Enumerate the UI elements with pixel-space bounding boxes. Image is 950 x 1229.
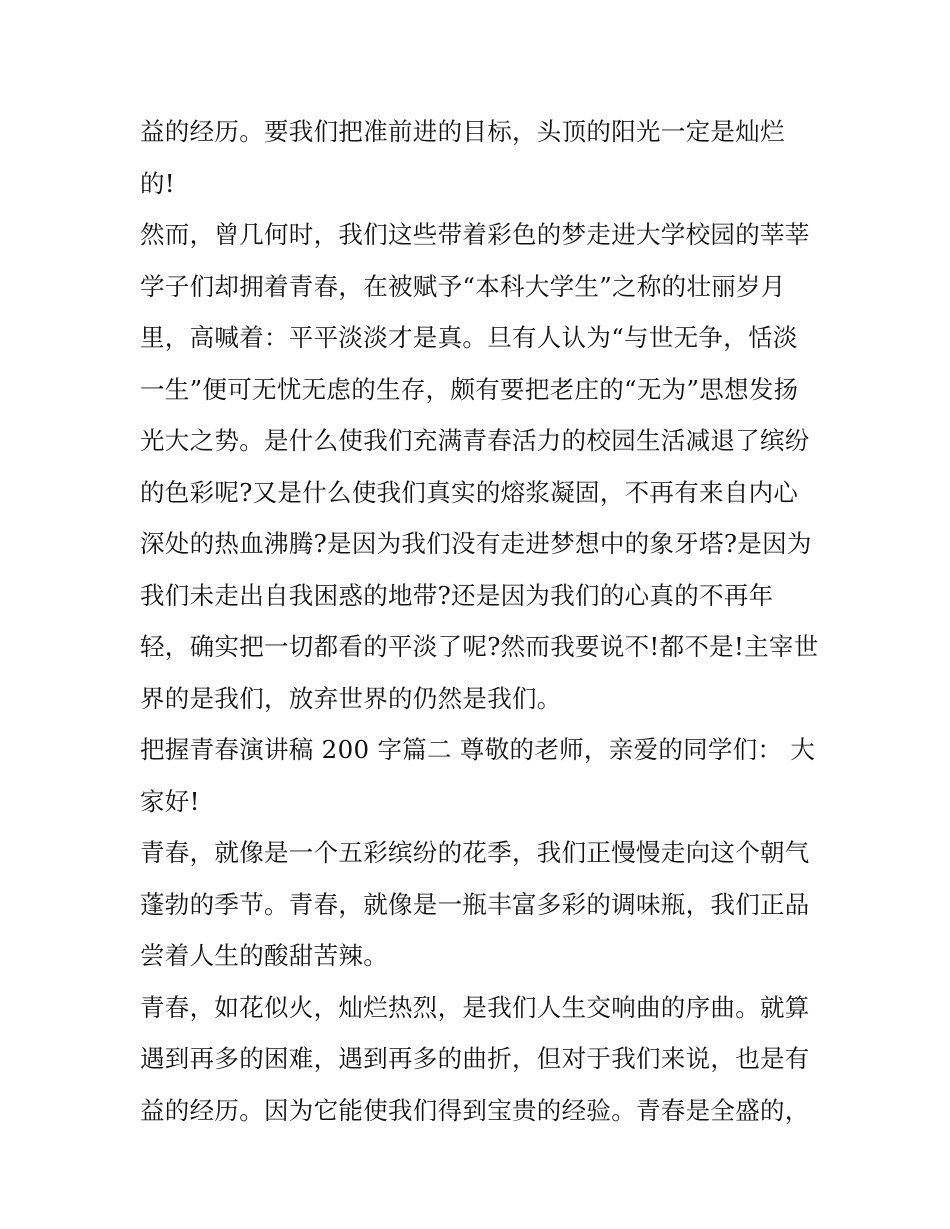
text-line: 一生”便可无忧无虑的生存，颇有要把老庄的“无为”思想发扬 xyxy=(140,374,799,404)
text-line: 蓬勃的季节。青春，就像是一瓶丰富多彩的调味瓶，我们正品 xyxy=(140,889,810,919)
text-line: 轻，确实把一切都看的平淡了呢?然而我要说不!都不是!主宰世 xyxy=(140,632,819,661)
text-line: 尝着人生的酸甜苦辣。 xyxy=(140,941,388,970)
text-line: 家好! xyxy=(140,786,200,816)
document-body xyxy=(140,106,830,1136)
text-line: 的! xyxy=(140,168,175,198)
text-line: 然而，曾几何时，我们这些带着彩色的梦走进大学校园的莘莘 xyxy=(140,220,810,249)
text-line: 学子们却拥着青春，在被赋予“本科大学生”之称的壮丽岁月 xyxy=(140,271,786,301)
section-heading-line: 把握青春演讲稿 200 字篇二 尊敬的老师，亲爱的同学们： 大 xyxy=(140,735,816,764)
text-line: 遇到再多的困难，遇到再多的曲折，但对于我们来说，也是有 xyxy=(140,1044,810,1073)
text-line: 里，高喊着：平平淡淡才是真。旦有人认为“与世无争，恬淡 xyxy=(140,323,798,352)
text-line: 益的经历。要我们把准前进的目标，头顶的阳光一定是灿烂 xyxy=(140,117,785,146)
text-line: 青春，就像是一个五彩缤纷的花季，我们正慢慢走向这个朝气 xyxy=(140,838,810,867)
text-line: 益的经历。因为它能使我们得到宝贵的经验。青春是全盛的， xyxy=(140,1095,810,1125)
text-line: 我们未走出自我困惑的地带?还是因为我们的心真的不再年 xyxy=(140,580,774,610)
text-line: 青春，如花似火，灿烂热烈，是我们人生交响曲的序曲。就算 xyxy=(140,992,810,1022)
text-line: 深处的热血沸腾?是因为我们没有走进梦想中的象牙塔?是因为 xyxy=(140,529,812,558)
text-line: 光大之势。是什么使我们充满青春活力的校园生活减退了缤纷 xyxy=(140,426,810,455)
text-line: 的色彩呢?又是什么使我们真实的熔浆凝固，不再有来自内心 xyxy=(140,477,799,507)
text-line: 界的是我们，放弃世界的仍然是我们。 xyxy=(140,683,562,713)
